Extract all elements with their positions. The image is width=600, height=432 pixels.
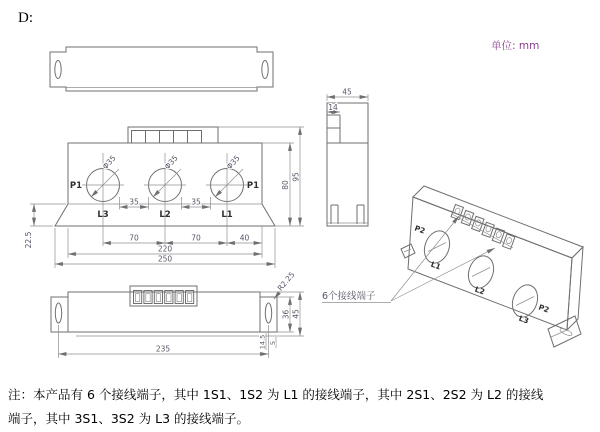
strip-dim: 14: [328, 103, 338, 112]
iso-view: [322, 186, 583, 347]
bottom-tab-left: [51, 297, 68, 332]
front-holes: [82, 153, 248, 246]
mounting-slot-left: [55, 303, 61, 323]
length-dim: 235: [155, 344, 171, 354]
depth-dim: 45: [342, 87, 352, 97]
bottom-outline: [68, 292, 260, 332]
top-view-outline: [50, 47, 273, 91]
hole-diameter-label: Φ35: [100, 153, 118, 172]
bottom-view: [51, 270, 304, 358]
iso-p2-back-label: P2: [537, 302, 551, 315]
phase-label-L1: L1: [221, 210, 233, 220]
pitch-dim: 70: [191, 233, 201, 243]
terminal-callout-text: 6个接线端子: [322, 291, 376, 302]
iso-phase-label-L1: L1: [429, 259, 443, 272]
mounting-slot-right: [265, 303, 271, 323]
note-line-2: 端子，其中 3S1、3S2 为 L3 的接线端子。: [8, 411, 249, 426]
iso-top-face: [413, 186, 583, 258]
side-view: [327, 88, 368, 227]
body-width-dim: 220: [157, 244, 173, 254]
bottom-terminal-strip: [130, 286, 197, 306]
radius-callout: [274, 270, 297, 299]
gap-dim: 35: [191, 197, 201, 207]
mounting-slot-right: [262, 61, 268, 79]
hole-diameter-label: Φ35: [162, 153, 180, 172]
pitch-dim: 40: [239, 233, 250, 243]
iso-p2-front-label: P2: [413, 223, 427, 236]
note-line-1: 注：本产品有 6 个接线端子，其中 1S1、1S2 为 L1 的接线端子，其中 2S1、2S2 为 L2 的接线: [8, 387, 544, 402]
phase-label-L2: L2: [159, 210, 171, 220]
iso-terminal-row: [451, 205, 515, 250]
edge-dimensions: [259, 333, 278, 350]
total-height-dim: 95: [291, 172, 301, 182]
side-dimensions: [327, 88, 368, 113]
p1-left-label: P1: [69, 181, 83, 191]
iso-phase-label-L3: L3: [517, 313, 531, 326]
section-label: D:: [18, 10, 33, 26]
front-terminal-strip: [128, 127, 218, 143]
gap-dim: 35: [129, 197, 139, 207]
p1-right-label: P1: [246, 181, 260, 191]
overall-depth-dim: 45: [291, 309, 301, 319]
foot-height-dim: 22.5: [24, 231, 33, 249]
top-view: [50, 47, 273, 91]
slot-offset-dim: 14.5: [258, 334, 267, 350]
pitch-dim: 70: [129, 233, 139, 243]
mounting-slot-left: [55, 61, 61, 79]
length-dimension: [59, 325, 269, 358]
corner-radius-dim: R2.25: [275, 270, 297, 293]
unit-label: 单位: mm: [491, 40, 540, 52]
side-outline: [327, 103, 368, 226]
base-width-dim: 250: [157, 254, 173, 264]
iso-phase-label-L2: L2: [473, 284, 487, 297]
diameter-leaders: [91, 169, 243, 197]
slot-width-dim: 5: [269, 340, 277, 346]
side-feet: [327, 205, 368, 224]
pitch-dimensions: [103, 226, 262, 258]
body-height-dim: 80: [281, 180, 290, 190]
hole-diameter-label: Φ35: [224, 153, 242, 172]
strip-inner: [132, 131, 202, 144]
tab-depth-dim: 36: [281, 309, 291, 320]
note-text: [8, 383, 596, 431]
phase-label-L3: L3: [97, 210, 109, 220]
front-view: [24, 127, 304, 268]
